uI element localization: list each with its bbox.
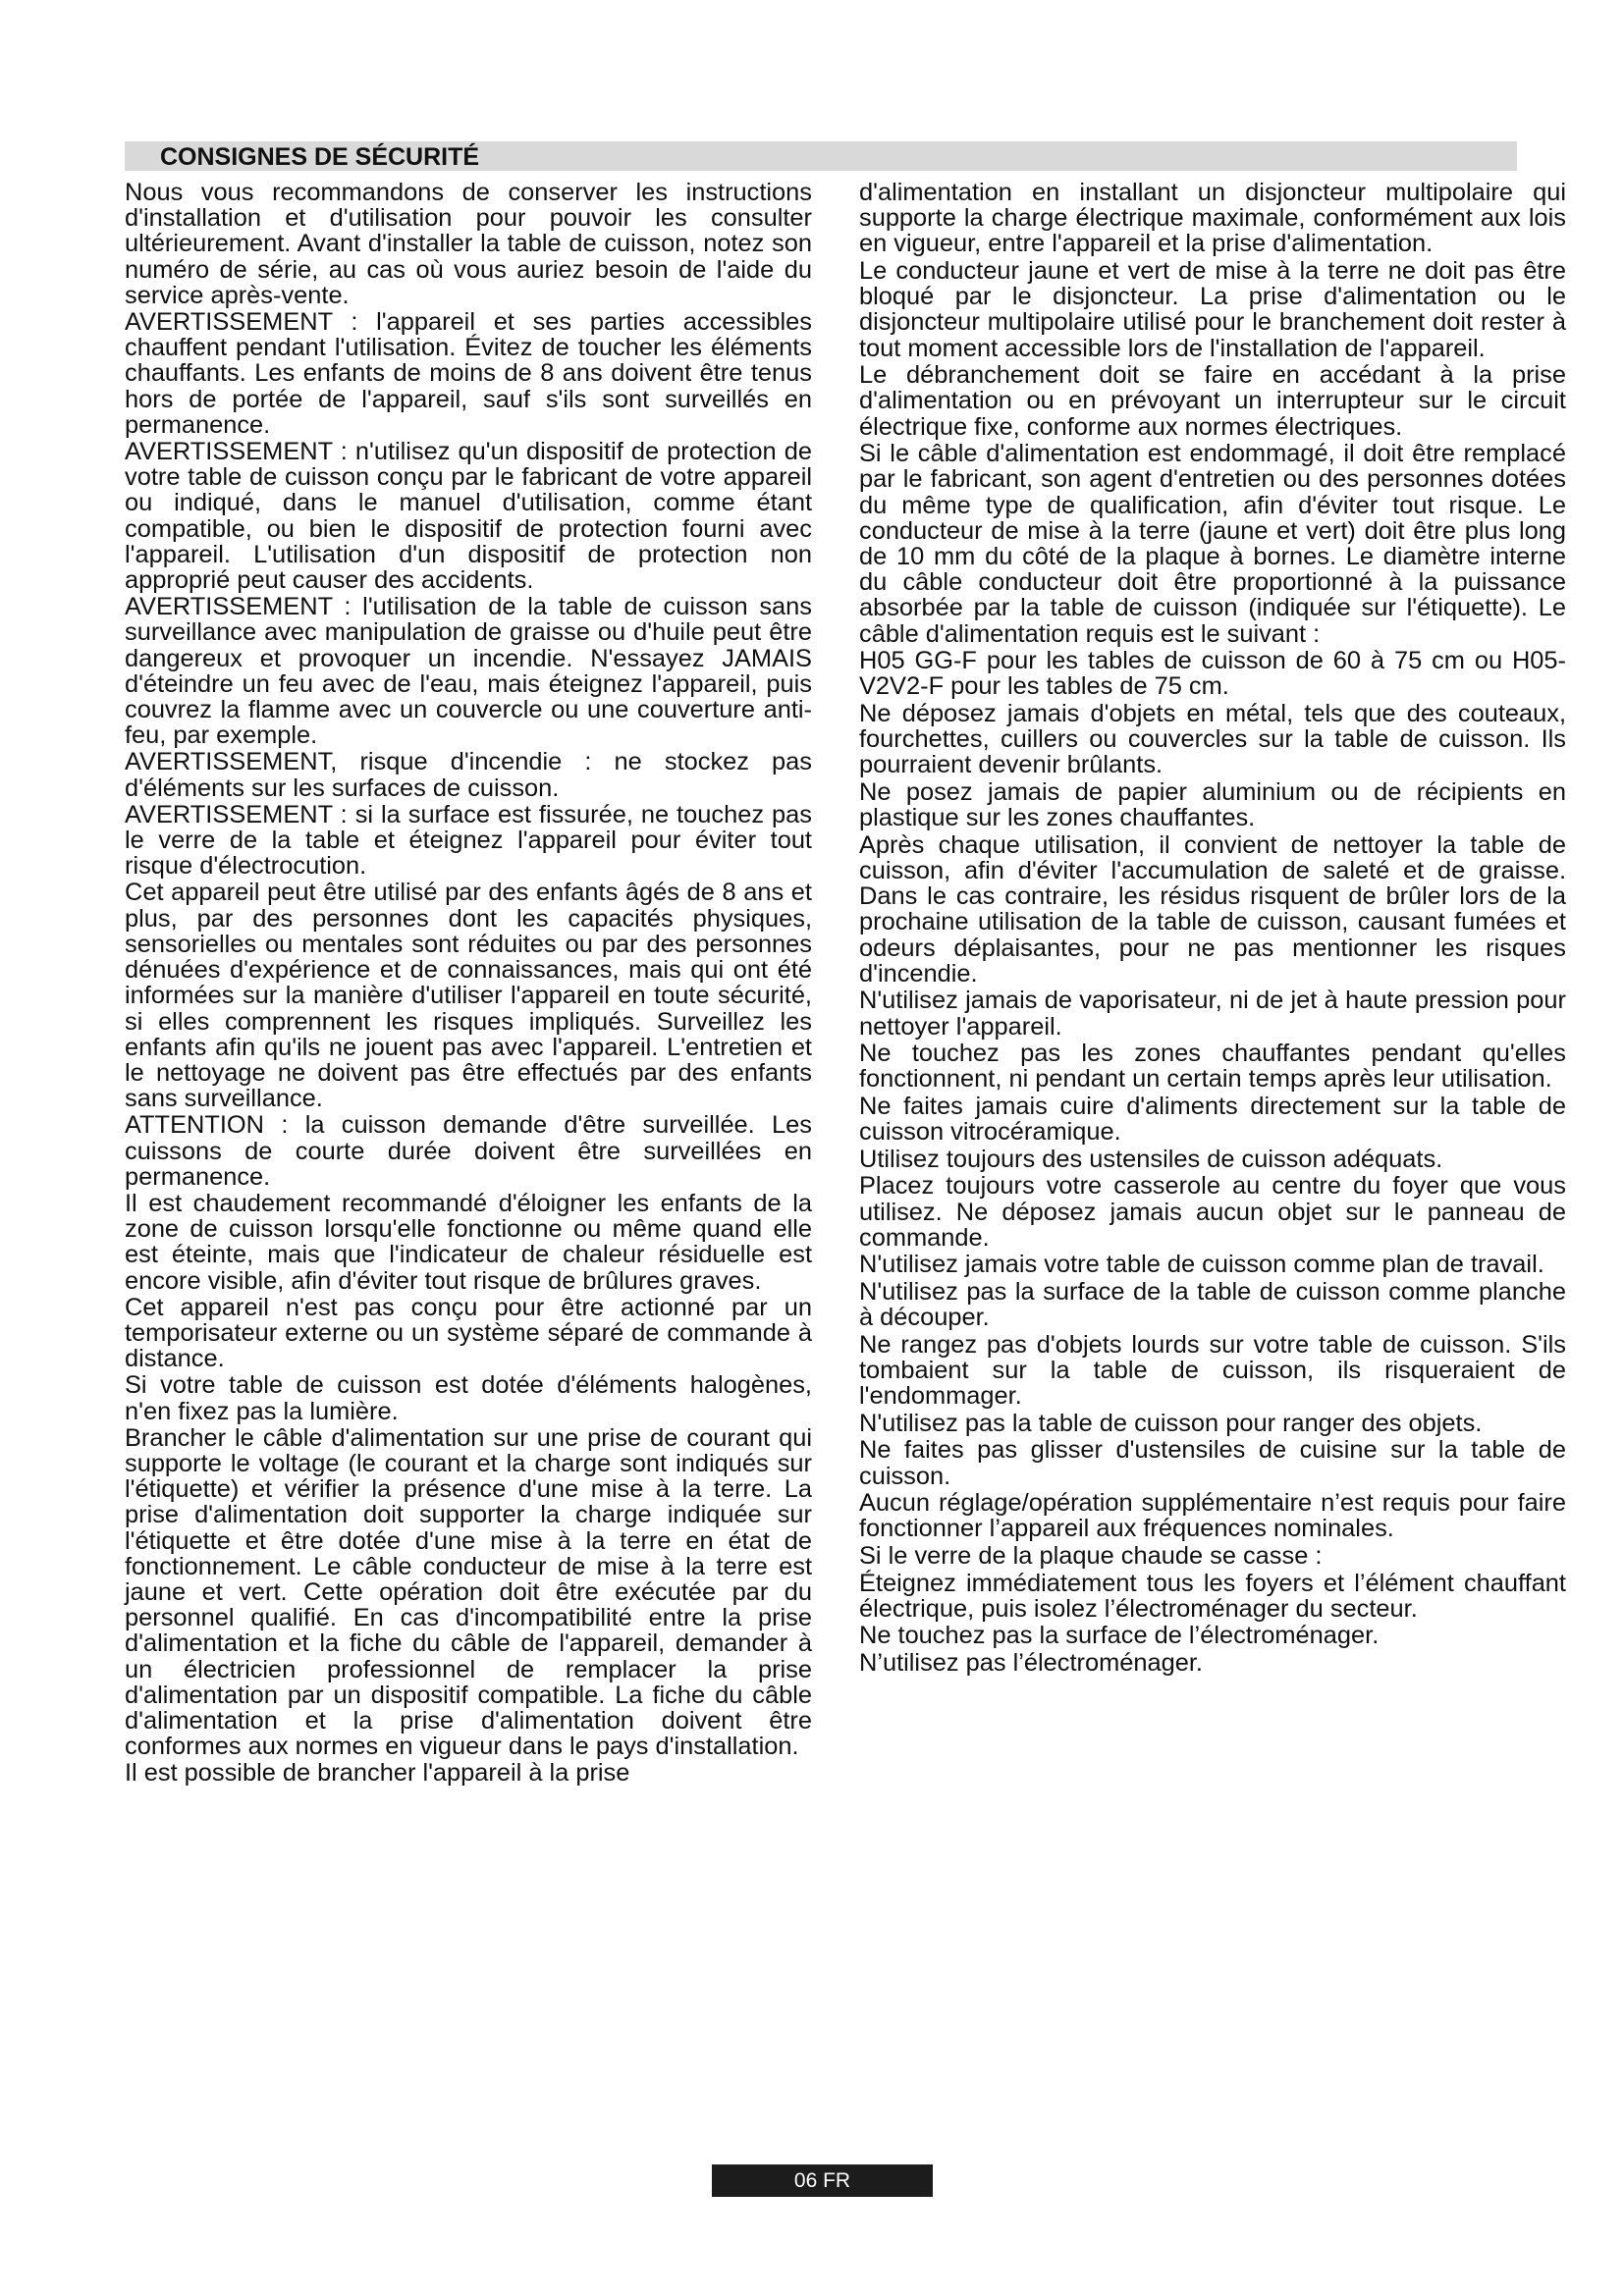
section-header-bar — [125, 141, 1517, 171]
paragraph: AVERTISSEMENT : si la surface est fissurée, ne touchez pas le verre de la table et éteignez l'appareil pour éviter tout risque d'électrocution. — [125, 800, 812, 881]
paragraph: Éteignez immédiatement tous les foyers et l’élément chauffant électrique, puis isolez l’électroménager du secteur. — [859, 1569, 1566, 1623]
paragraph: N'utilisez jamais votre table de cuisson comme plan de travail. — [859, 1251, 1544, 1279]
paragraph: AVERTISSEMENT : l'appareil et ses parties accessibles chauffent pendant l'utilisation. Évitez de toucher les éléments chauffants. Les enfants de moins de 8 ans doivent être tenus hors de portée de l'appareil, sauf s'ils sont surveillés en permanence. — [125, 308, 812, 439]
paragraph: Brancher le câble d'alimentation sur une prise de courant qui supporte le voltage (le courant et la charge sont indiqués sur l'étiquette) et vérifier la présence d'une mise à la terre. La prise d'alimentation doit supporter la charge indiquée sur l'étiquette et être dotée d'une mise à la terre en état de fonctionnement. Le câble conducteur de mise à la terre est jaune et vert. Cette opération doit être exécutée par du personnel qualifié. En cas d'incompatibilité entre la prise d'alimentation et la fiche du câble de l'appareil, demander à un électricien professionnel de remplacer la prise d'alimentation par un dispositif compatible. La fiche du câble d'alimentation et la prise d'alimentation doivent être conformes aux normes en vigueur dans le pays d'installation. — [125, 1423, 812, 1761]
paragraph: d'alimentation en installant un disjoncteur multipolaire qui supporte la charge électrique maximale, conformément aux lois en vigueur, entre l'appareil et la prise d'alimentation. — [859, 179, 1566, 258]
paragraph: H05 GG-F pour les tables de cuisson de 60 à 75 cm ou H05-V2V2-F pour les tables de 75 cm. — [859, 647, 1566, 701]
paragraph: ATTENTION : la cuisson demande d'être surveillée. Les cuissons de courte durée doivent être surveillées en permanence. — [125, 1111, 812, 1191]
paragraph: Aucun réglage/opération supplémentaire n’est requis pour faire fonctionner l’appareil aux fréquences nominales. — [859, 1489, 1566, 1543]
paragraph: AVERTISSEMENT, risque d'incendie : ne stockez pas d'éléments sur les surfaces de cuisson. — [125, 748, 812, 802]
paragraph: Si le câble d'alimentation est endommagé, il doit être remplacé par le fabricant, son agent d'entretien ou des personnes dotées du même type de qualification, afin d'éviter tout risque. Le conducteur de mise à la terre (jaune et vert) doit être plus long de 10 mm du côté de la plaque à bornes. Le diamètre interne du câble conducteur doit être proportionné à la puissance absorbée par la table de cuisson (indiquée sur l'étiquette). Le câble d'alimentation requis est le suivant : — [859, 440, 1566, 648]
paragraph: Cet appareil n'est pas conçu pour être actionné par un temporisateur externe ou un système séparé de commande à distance. — [125, 1293, 812, 1373]
paragraph: Si votre table de cuisson est dotée d'éléments halogènes, n'en fixez pas la lumière. — [125, 1371, 812, 1425]
paragraph: N'utilisez jamais de vaporisateur, ni de jet à haute pression pour nettoyer l'appareil. — [859, 987, 1566, 1041]
paragraph: Cet appareil peut être utilisé par des enfants âgés de 8 ans et plus, par des personnes dont les capacités physiques, sensorielles ou mentales sont réduites ou par des personnes dénuées d'expérience et de connaissances, mais qui ont été informées sur la manière d'utiliser l'appareil en toute sécurité, si elles comprennent les risques impliqués. Surveillez les enfants afin qu'ils ne jouent pas avec l'appareil. L'entretien et le nettoyage ne doivent pas être effectués par des enfants sans surveillance. — [125, 879, 812, 1113]
paragraph: Le débranchement doit se faire en accédant à la prise d'alimentation ou en prévoyant un interrupteur sur le circuit électrique fixe, conforme aux normes électriques. — [859, 361, 1566, 441]
paragraph: Il est possible de brancher l'appareil à la prise — [125, 1759, 630, 1788]
paragraph: Ne touchez pas les zones chauffantes pendant qu'elles fonctionnent, ni pendant un certain temps après leur utilisation. — [859, 1040, 1566, 1094]
paragraph: N’utilisez pas l’électroménager. — [859, 1648, 1203, 1677]
paragraph: Si le verre de la plaque chaude se casse : — [859, 1541, 1323, 1570]
left-column — [125, 180, 812, 1788]
paragraph: Utilisez toujours des ustensiles de cuisson adéquats. — [859, 1145, 1443, 1173]
paragraph: N'utilisez pas la table de cuisson pour ranger des objets. — [859, 1409, 1483, 1437]
paragraph: Ne déposez jamais d'objets en métal, tels que des couteaux, fourchettes, cuillers ou couvercles sur la table de cuisson. Ils pourraient devenir brûlants. — [859, 700, 1566, 779]
paragraph: N'utilisez pas la surface de la table de cuisson comme planche à découper. — [859, 1278, 1566, 1332]
paragraph: Ne faites pas glisser d'ustensiles de cuisine sur la table de cuisson. — [859, 1436, 1566, 1490]
paragraph: Ne rangez pas d'objets lourds sur votre table de cuisson. S'ils tombaient sur la table de cuisson, ils risqueraient de l'endommager. — [859, 1330, 1566, 1411]
paragraph: Après chaque utilisation, il convient de nettoyer la table de cuisson, afin d'éviter l'accumulation de saleté et de graisse. Dans le cas contraire, les résidus risquent de brûler lors de la prochaine utilisation de la table de cuisson, causant fumées et odeurs déplaisantes, pour ne pas mentionner les risques d'incendie. — [859, 830, 1566, 988]
paragraph: Ne posez jamais de papier aluminium ou de récipients en plastique sur les zones chauffantes. — [859, 778, 1566, 832]
paragraph: AVERTISSEMENT : l'utilisation de la table de cuisson sans surveillance avec manipulation de graisse ou d'huile peut être dangereux et provoquer un incendie. N'essayez JAMAIS d'éteindre un feu avec de l'eau, mais éteignez l'appareil, puis couvrez la flamme avec un couvercle ou une couverture anti-feu, par exemple. — [125, 593, 812, 750]
paragraph: Le conducteur jaune et vert de mise à la terre ne doit pas être bloqué par le disjoncteur. La prise d'alimentation ou le disjoncteur multipolaire utilisé pour le branchement doit rester à tout moment accessible lors de l'installation de l'appareil. — [859, 257, 1566, 362]
paragraph: Il est chaudement recommandé d'éloigner les enfants de la zone de cuisson lorsqu'elle fonctionne ou même quand elle est éteinte, mais que l'indicateur de chaleur résiduelle est encore visible, afin d'éviter tout risque de brûlures graves. — [125, 1189, 812, 1295]
paragraph: Ne faites jamais cuire d'aliments directement sur la table de cuisson vitrocéramique. — [859, 1093, 1566, 1147]
paragraph: AVERTISSEMENT : n'utilisez qu'un dispositif de protection de votre table de cuisson conçu par le fabricant de votre appareil ou indiqué, dans le manuel d'utilisation, comme étant compatible, ou bien le dispositif de protection fourni avec l'appareil. L'utilisation d'un dispositif de protection non approprié peut causer des accidents. — [125, 438, 812, 595]
page-number: 06 FR — [712, 2164, 933, 2197]
paragraph: Ne touchez pas la surface de l’électroménager. — [859, 1622, 1380, 1650]
section-title: CONSIGNES DE SÉCURITÉ — [160, 143, 480, 171]
right-column — [859, 180, 1566, 1678]
paragraph: Placez toujours votre casserole au centre du foyer que vous utilisez. Ne déposez jamais aucun objet sur le panneau de commande. — [859, 1172, 1566, 1252]
paragraph: Nous vous recommandons de conserver les instructions d'installation et d'utilisation pour pouvoir les consulter ultérieurement. Avant d'installer la table de cuisson, notez son numéro de série, au cas où vous auriez besoin de l'aide du service après-vente. — [125, 179, 812, 309]
